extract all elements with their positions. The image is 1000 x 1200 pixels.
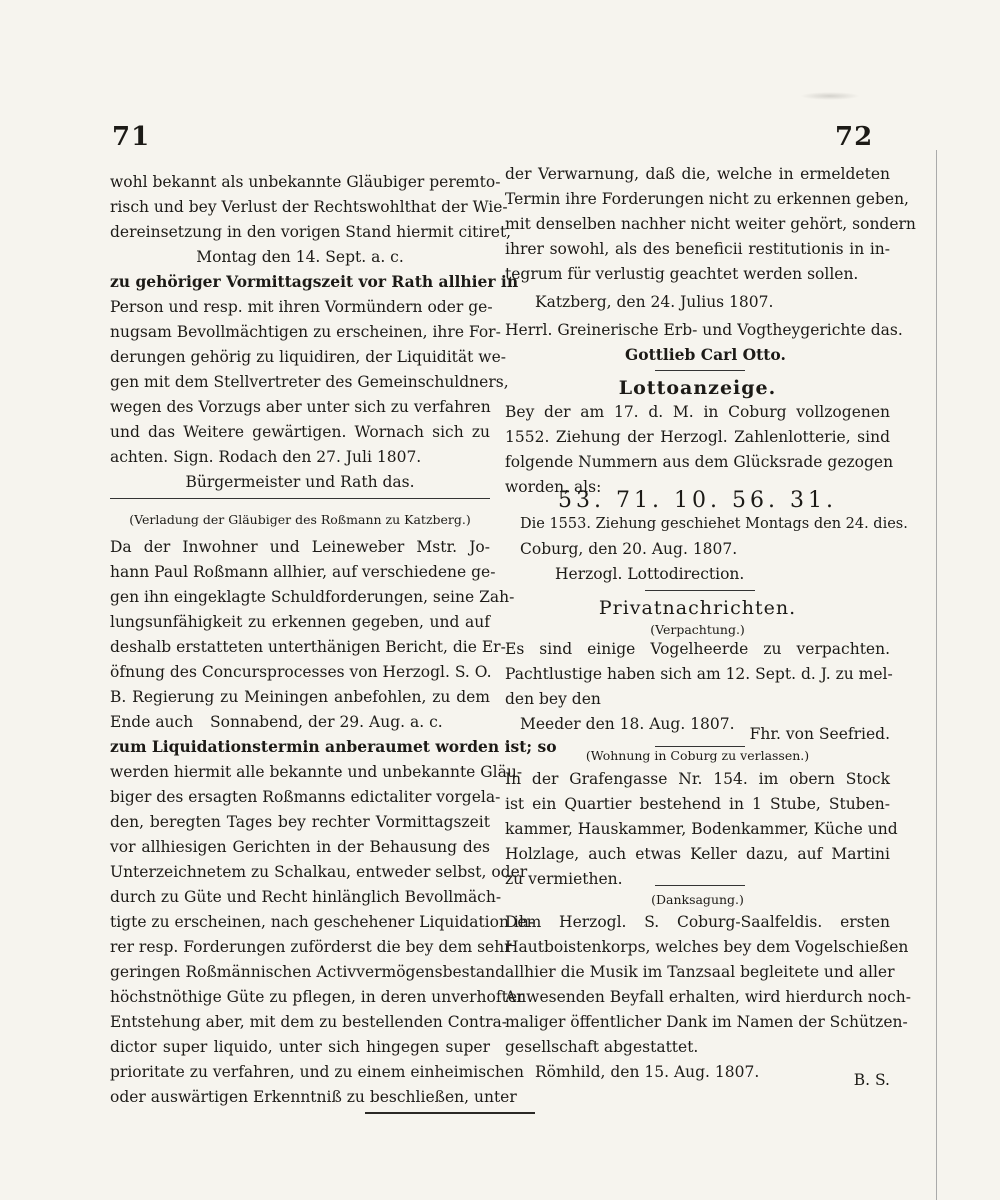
scan-speck — [800, 92, 860, 100]
notice-heading: (Verpachtung.) — [650, 622, 745, 637]
text-line: allhier die Musik im Tanzsaal begleitete und aller — [505, 963, 895, 981]
text-line: Pachtlustige haben sich am 12. Sept. d. J. zu mel- — [505, 665, 893, 683]
signature: Herzogl. Lottodirection. — [555, 565, 745, 583]
bottom-rule — [365, 1112, 535, 1114]
text-line: Anwesenden Beyfall erhalten, wird hierdurch noch- — [505, 988, 911, 1006]
text-line: der Verwarnung, daß die, welche in ermeldeten — [505, 165, 890, 183]
text-line: Person und resp. mit ihren Vormündern oder ge- — [110, 298, 493, 316]
place-date: Katzberg, den 24. Julius 1807. — [535, 293, 774, 311]
text-line: zu vermiethen. — [505, 870, 623, 888]
text-line: Unterzeichnetem zu Schalkau, entweder selbst, oder — [110, 863, 528, 881]
section-divider — [655, 370, 745, 371]
text-line: kammer, Hauskammer, Bodenkammer, Küche und — [505, 820, 898, 838]
text-line: deshalb erstatteten unterthänigen Bericht, die Er- — [110, 638, 506, 656]
text-line: ihrer sowohl, als des beneficii restitutionis in in- — [505, 240, 890, 258]
text-line: gen ihn eingeklagte Schuldforderungen, seine Zah- — [110, 588, 515, 606]
page-edge-line — [936, 150, 937, 1200]
text-line: Dem Herzogl. S. Coburg-Saalfeldis. ersten — [505, 913, 890, 931]
text-line: dereinsetzung in den vorigen Stand hiermit citiret, — [110, 223, 512, 241]
place-date: Meeder den 18. Aug. 1807. — [520, 715, 735, 733]
text-line: risch und bey Verlust der Rechtswohlthat der Wie- — [110, 198, 508, 216]
text-line: wohl bekannt als unbekannte Gläubiger peremto- — [110, 173, 501, 191]
text-line: gen mit dem Stellvertreter des Gemeinschuldners, — [110, 373, 509, 391]
text-line: zum Liquidationstermin anberaumet worden ist; so — [110, 737, 557, 756]
text-line: zu gehöriger Vormittagszeit vor Rath allhier in — [110, 272, 519, 291]
text-line: rer resp. Forderungen zuförderst die bey dem sehr — [110, 938, 512, 956]
text-line: folgende Nummern aus dem Glücksrade gezogen — [505, 453, 894, 471]
page-number-left: 71 — [112, 122, 151, 152]
signature: Bürgermeister und Rath das. — [185, 473, 415, 491]
text-line: biger des ersagten Roßmanns edictaliter vorgela- — [110, 788, 501, 806]
signature: Herrl. Greinerische Erb- und Vogtheygerichte das. — [505, 321, 903, 339]
text-line: hann Paul Roßmann allhier, auf verschiedene ge- — [110, 563, 496, 581]
text-line: gesellschaft abgestattet. — [505, 1038, 699, 1056]
text-line: wegen des Vorzugs aber unter sich zu verfahren — [110, 398, 491, 416]
text-line: ist ein Quartier bestehend in 1 Stube, Stuben- — [505, 795, 890, 813]
text-line: den, beregten Tages bey rechter Vormittagszeit — [110, 813, 490, 831]
text-line: öfnung des Concursprocesses von Herzogl. S. O. — [110, 663, 492, 681]
section-divider — [645, 590, 755, 591]
private-title: Privatnachrichten. — [598, 597, 797, 619]
text-line: maliger öffentlicher Dank im Namen der Schützen- — [505, 1013, 908, 1031]
text-line: Bey der am 17. d. M. in Coburg vollzogenen — [505, 403, 890, 421]
section-divider — [655, 885, 745, 886]
text-line: vor allhiesigen Gerichten in der Behausung des — [110, 838, 490, 856]
notice-heading: (Danksagung.) — [651, 892, 744, 907]
signature-name: Gottlieb Carl Otto. — [625, 345, 786, 364]
date-line: Montag den 14. Sept. a. c. — [196, 248, 404, 266]
text-line: B. Regierung zu Meiningen anbefohlen, zu dem — [110, 688, 490, 706]
text-line: oder auswärtigen Erkenntniß zu beschließen, unter — [110, 1088, 517, 1106]
text-line: 1552. Ziehung der Herzogl. Zahlenlotterie, sind — [505, 428, 890, 446]
section-divider — [110, 498, 490, 499]
text-line: prioritate zu verfahren, und zu einem einheimischen — [110, 1063, 525, 1081]
text-line: mit denselben nachher nicht weiter gehört, sondern — [505, 215, 916, 233]
text-line: höchstnöthige Güte zu pflegen, in deren unverhofter — [110, 988, 525, 1006]
text-line: dictor super liquido, unter sich hingegen super — [110, 1038, 490, 1056]
text-line: durch zu Güte und Recht hinlänglich Bevollmäch- — [110, 888, 502, 906]
text-line: Es sind einige Vogelheerde zu verpachten. — [505, 640, 890, 658]
date-line: Sonnabend, der 29. Aug. a. c. — [210, 713, 443, 731]
signature: B. S. — [853, 1071, 890, 1089]
text-line: den bey den — [505, 690, 601, 708]
text-line: worden, als: — [505, 478, 602, 496]
text-line: tigte zu erscheinen, nach geschehener Liquidation ih- — [110, 913, 535, 931]
text-line: Ende auch — [110, 713, 194, 731]
text-line: achten. Sign. Rodach den 27. Juli 1807. — [110, 448, 422, 466]
next-draw: Die 1553. Ziehung geschiehet Montags den 24. dies. — [520, 516, 908, 532]
lotto-title: Lottoanzeige. — [618, 377, 777, 399]
place-date: Römhild, den 15. Aug. 1807. — [535, 1063, 760, 1081]
text-line: derungen gehörig zu liquidiren, der Liquidität we- — [110, 348, 506, 366]
text-line: lungsunfähigkeit zu erkennen gegeben, und auf — [110, 613, 490, 631]
signature: Fhr. von Seefried. — [749, 725, 890, 743]
text-line: geringen Roßmännischen Activvermögensbestand — [110, 963, 506, 981]
text-line: nugsam Bevollmächtigen zu erscheinen, ihre For- — [110, 323, 501, 341]
notice-heading: (Wohnung in Coburg zu verlassen.) — [585, 748, 810, 763]
text-line: Holzlage, auch etwas Keller dazu, auf Martini — [505, 845, 890, 863]
text-line: Entstehung aber, mit dem zu bestellenden Contra- — [110, 1013, 507, 1031]
text-line: tegrum für verlustig geachtet werden sollen. — [505, 265, 859, 283]
page-number-right: 72 — [835, 122, 874, 152]
text-line: In der Grafengasse Nr. 154. im obern Stock — [505, 770, 890, 788]
text-line: Hautboistenkorps, welches bey dem Vogelschießen — [505, 938, 909, 956]
text-line: und das Weitere gewärtigen. Wornach sich zu — [110, 423, 490, 441]
place-date: Coburg, den 20. Aug. 1807. — [520, 540, 738, 558]
text-line: Termin ihre Forderungen nicht zu erkennen geben, — [505, 190, 909, 208]
notice-heading: (Verladung der Gläubiger des Roßmann zu Katzberg.) — [129, 512, 471, 527]
text-line: Da der Inwohner und Leineweber Mstr. Jo- — [110, 538, 490, 556]
text-line: werden hiermit alle bekannte und unbekannte Gläu- — [110, 763, 523, 781]
lottery-numbers: 53. 71. 10. 56. 31. — [558, 488, 837, 513]
